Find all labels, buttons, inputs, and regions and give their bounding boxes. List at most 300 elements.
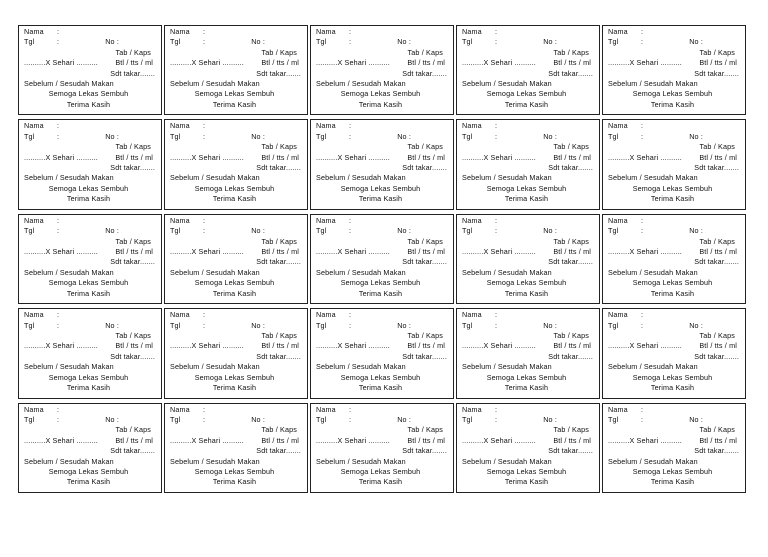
tab-kaps-row: [608, 237, 741, 247]
tgl-colon: :: [349, 414, 352, 424]
nama-row: [462, 27, 595, 37]
dose-row: [170, 436, 303, 446]
nama-label: Nama: [170, 27, 190, 36]
tgl-label: Tgl: [608, 414, 619, 424]
dose-row: [24, 247, 157, 257]
sebelum-row: [462, 173, 595, 183]
tgl-row: [608, 321, 741, 331]
sdt-takar-text: Sdt takar.......: [256, 446, 301, 456]
tab-kaps-text: Tab / Kaps: [407, 330, 443, 340]
no-label: No :: [397, 320, 411, 330]
sdt-row: [24, 163, 157, 173]
sdt-row: [316, 69, 449, 79]
tab-kaps-row: [170, 237, 303, 247]
tgl-label: Tgl: [316, 320, 327, 330]
nama-colon: :: [57, 215, 60, 225]
btl-tts-ml-text: Btl / tts / ml: [699, 435, 737, 445]
sdt-row: [170, 69, 303, 79]
sebelum-row: [608, 173, 741, 183]
sebelum-row: [462, 268, 595, 278]
tab-kaps-text: Tab / Kaps: [699, 142, 735, 152]
sebelum-row: [24, 457, 157, 467]
no-label: No :: [543, 320, 557, 330]
tgl-label: Tgl: [608, 226, 619, 236]
medicine-label: [18, 308, 162, 398]
medicine-label: [456, 403, 600, 493]
nama-colon: :: [203, 121, 206, 131]
sebelum-sesudah-text: Sebelum / Sesudah Makan: [24, 267, 114, 277]
tab-kaps-text: Tab / Kaps: [261, 425, 297, 435]
dose-row: [170, 58, 303, 68]
btl-tts-ml-text: Btl / tts / ml: [407, 152, 445, 162]
tgl-row: [608, 226, 741, 236]
tgl-label: Tgl: [462, 226, 473, 236]
no-label: No :: [251, 37, 265, 47]
tab-kaps-row: [608, 48, 741, 58]
x-sehari-text: ..........X Sehari ..........: [24, 341, 98, 351]
nama-colon: :: [641, 404, 644, 414]
x-sehari-text: ..........X Sehari ..........: [170, 246, 244, 256]
tab-kaps-text: Tab / Kaps: [261, 142, 297, 152]
sebelum-row: [24, 173, 157, 183]
nama-row: [170, 27, 303, 37]
tgl-label: Tgl: [24, 37, 35, 47]
no-label: No :: [105, 37, 119, 47]
sebelum-row: [24, 362, 157, 372]
no-label: No :: [543, 414, 557, 424]
semoga-lekas-sembuh: Semoga Lekas Sembuh: [632, 466, 713, 476]
no-label: No :: [105, 226, 119, 236]
nama-label: Nama: [462, 27, 482, 36]
btl-tts-ml-text: Btl / tts / ml: [407, 58, 445, 68]
x-sehari-text: ..........X Sehari ..........: [24, 58, 98, 68]
nama-colon: :: [495, 404, 498, 414]
btl-tts-ml-text: Btl / tts / ml: [261, 58, 299, 68]
terima-kasih: Terima Kasih: [212, 382, 257, 392]
medicine-label: [310, 403, 454, 493]
dose-row: [316, 341, 449, 351]
nama-label: Nama: [608, 310, 628, 320]
nama-colon: :: [203, 310, 206, 320]
tgl-label: Tgl: [170, 320, 181, 330]
semoga-lekas-sembuh: Semoga Lekas Sembuh: [194, 372, 275, 382]
no-label: No :: [689, 37, 703, 47]
tgl-colon: :: [349, 131, 352, 141]
btl-tts-ml-text: Btl / tts / ml: [699, 152, 737, 162]
sdt-takar-text: Sdt takar.......: [256, 351, 301, 361]
nama-row: [170, 216, 303, 226]
medicine-label: [310, 308, 454, 398]
tgl-colon: :: [349, 226, 352, 236]
terima-kasih: Terima Kasih: [650, 194, 695, 204]
terima-kasih: Terima Kasih: [66, 99, 111, 109]
x-sehari-text: ..........X Sehari ..........: [316, 435, 390, 445]
tab-kaps-row: [462, 48, 595, 58]
tgl-colon: :: [57, 414, 60, 424]
nama-row: [608, 405, 741, 415]
sebelum-sesudah-text: Sebelum / Sesudah Makan: [608, 267, 698, 277]
sdt-takar-text: Sdt takar.......: [402, 162, 447, 172]
medicine-label: [456, 25, 600, 115]
nama-colon: :: [641, 121, 644, 131]
x-sehari-text: ..........X Sehari ..........: [462, 435, 536, 445]
sdt-takar-text: Sdt takar.......: [110, 162, 155, 172]
sdt-takar-text: Sdt takar.......: [256, 68, 301, 78]
tab-kaps-text: Tab / Kaps: [261, 330, 297, 340]
tgl-label: Tgl: [24, 414, 35, 424]
semoga-lekas-sembuh: Semoga Lekas Sembuh: [486, 89, 567, 99]
sebelum-sesudah-text: Sebelum / Sesudah Makan: [24, 456, 114, 466]
sdt-row: [462, 352, 595, 362]
semoga-lekas-sembuh: Semoga Lekas Sembuh: [48, 466, 129, 476]
btl-tts-ml-text: Btl / tts / ml: [115, 435, 153, 445]
medicine-label: [602, 403, 746, 493]
nama-row: [24, 216, 157, 226]
tgl-colon: :: [495, 131, 498, 141]
nama-row: [316, 121, 449, 131]
sebelum-sesudah-text: Sebelum / Sesudah Makan: [462, 362, 552, 372]
medicine-label: [18, 25, 162, 115]
sebelum-row: [170, 362, 303, 372]
x-sehari-text: ..........X Sehari ..........: [170, 435, 244, 445]
sebelum-sesudah-text: Sebelum / Sesudah Makan: [24, 78, 114, 88]
terima-kasih: Terima Kasih: [212, 288, 257, 298]
semoga-lekas-sembuh: Semoga Lekas Sembuh: [48, 372, 129, 382]
x-sehari-text: ..........X Sehari ..........: [462, 152, 536, 162]
nama-row: [24, 121, 157, 131]
no-label: No :: [105, 131, 119, 141]
nama-label: Nama: [608, 27, 628, 36]
medicine-label: [164, 403, 308, 493]
sebelum-row: [24, 79, 157, 89]
sdt-row: [608, 257, 741, 267]
tgl-row: [24, 415, 157, 425]
tgl-row: [316, 226, 449, 236]
btl-tts-ml-text: Btl / tts / ml: [261, 341, 299, 351]
dose-row: [24, 58, 157, 68]
sdt-row: [462, 257, 595, 267]
tgl-row: [24, 321, 157, 331]
sdt-row: [316, 257, 449, 267]
semoga-lekas-sembuh: Semoga Lekas Sembuh: [48, 278, 129, 288]
no-label: No :: [689, 320, 703, 330]
tgl-label: Tgl: [170, 37, 181, 47]
nama-row: [608, 121, 741, 131]
tgl-row: [608, 132, 741, 142]
tgl-label: Tgl: [462, 414, 473, 424]
semoga-lekas-sembuh: Semoga Lekas Sembuh: [340, 183, 421, 193]
no-label: No :: [251, 414, 265, 424]
nama-row: [316, 310, 449, 320]
sdt-row: [608, 352, 741, 362]
medicine-label: [602, 25, 746, 115]
x-sehari-text: ..........X Sehari ..........: [24, 246, 98, 256]
nama-label: Nama: [462, 215, 482, 225]
dose-row: [608, 58, 741, 68]
dose-row: [462, 436, 595, 446]
nama-colon: :: [641, 310, 644, 320]
terima-kasih: Terima Kasih: [650, 477, 695, 487]
tab-kaps-text: Tab / Kaps: [699, 47, 735, 57]
nama-row: [462, 121, 595, 131]
tgl-row: [24, 132, 157, 142]
tab-kaps-row: [170, 142, 303, 152]
nama-label: Nama: [608, 404, 628, 414]
sdt-takar-text: Sdt takar.......: [110, 257, 155, 267]
dose-row: [170, 341, 303, 351]
sebelum-sesudah-text: Sebelum / Sesudah Makan: [316, 173, 406, 183]
x-sehari-text: ..........X Sehari ..........: [608, 246, 682, 256]
tab-kaps-row: [24, 425, 157, 435]
tab-kaps-row: [316, 237, 449, 247]
x-sehari-text: ..........X Sehari ..........: [170, 58, 244, 68]
sebelum-row: [170, 268, 303, 278]
tab-kaps-row: [316, 331, 449, 341]
sebelum-sesudah-text: Sebelum / Sesudah Makan: [316, 362, 406, 372]
tab-kaps-text: Tab / Kaps: [699, 425, 735, 435]
tab-kaps-text: Tab / Kaps: [261, 236, 297, 246]
sdt-takar-text: Sdt takar.......: [402, 351, 447, 361]
tab-kaps-text: Tab / Kaps: [407, 142, 443, 152]
semoga-lekas-sembuh: Semoga Lekas Sembuh: [194, 278, 275, 288]
medicine-label: [164, 25, 308, 115]
btl-tts-ml-text: Btl / tts / ml: [553, 341, 591, 351]
nama-label: Nama: [608, 121, 628, 131]
x-sehari-text: ..........X Sehari ..........: [24, 435, 98, 445]
sdt-row: [170, 257, 303, 267]
sdt-row: [170, 446, 303, 456]
semoga-lekas-sembuh: Semoga Lekas Sembuh: [48, 183, 129, 193]
tab-kaps-row: [608, 331, 741, 341]
sdt-takar-text: Sdt takar.......: [402, 257, 447, 267]
tgl-label: Tgl: [316, 37, 327, 47]
sdt-takar-text: Sdt takar.......: [402, 68, 447, 78]
sebelum-sesudah-text: Sebelum / Sesudah Makan: [170, 456, 260, 466]
sdt-takar-text: Sdt takar.......: [256, 257, 301, 267]
tgl-label: Tgl: [462, 131, 473, 141]
tgl-row: [316, 132, 449, 142]
sebelum-sesudah-text: Sebelum / Sesudah Makan: [24, 173, 114, 183]
tgl-label: Tgl: [316, 131, 327, 141]
tgl-row: [462, 321, 595, 331]
tgl-row: [608, 37, 741, 47]
sebelum-sesudah-text: Sebelum / Sesudah Makan: [462, 173, 552, 183]
nama-row: [608, 216, 741, 226]
tgl-colon: :: [203, 414, 206, 424]
tgl-row: [316, 321, 449, 331]
sdt-takar-text: Sdt takar.......: [548, 162, 593, 172]
tgl-label: Tgl: [170, 131, 181, 141]
tgl-label: Tgl: [24, 131, 35, 141]
terima-kasih: Terima Kasih: [504, 382, 549, 392]
nama-label: Nama: [24, 215, 44, 225]
tab-kaps-text: Tab / Kaps: [407, 236, 443, 246]
x-sehari-text: ..........X Sehari ..........: [316, 58, 390, 68]
tgl-colon: :: [495, 414, 498, 424]
tgl-row: [462, 226, 595, 236]
x-sehari-text: ..........X Sehari ..........: [608, 58, 682, 68]
terima-kasih: Terima Kasih: [212, 194, 257, 204]
dose-row: [316, 58, 449, 68]
tab-kaps-text: Tab / Kaps: [553, 236, 589, 246]
tgl-colon: :: [203, 226, 206, 236]
nama-label: Nama: [170, 121, 190, 131]
tgl-colon: :: [349, 320, 352, 330]
nama-row: [170, 405, 303, 415]
tab-kaps-row: [24, 237, 157, 247]
nama-label: Nama: [170, 310, 190, 320]
dose-row: [608, 341, 741, 351]
sdt-takar-text: Sdt takar.......: [110, 351, 155, 361]
nama-label: Nama: [462, 404, 482, 414]
tab-kaps-text: Tab / Kaps: [115, 330, 151, 340]
nama-row: [170, 310, 303, 320]
sebelum-row: [462, 362, 595, 372]
sebelum-row: [608, 268, 741, 278]
dose-row: [24, 436, 157, 446]
medicine-label: [310, 25, 454, 115]
semoga-lekas-sembuh: Semoga Lekas Sembuh: [340, 278, 421, 288]
nama-label: Nama: [462, 310, 482, 320]
sebelum-sesudah-text: Sebelum / Sesudah Makan: [170, 267, 260, 277]
tab-kaps-text: Tab / Kaps: [699, 236, 735, 246]
sdt-takar-text: Sdt takar.......: [110, 68, 155, 78]
nama-label: Nama: [316, 121, 336, 131]
nama-row: [462, 310, 595, 320]
medicine-label: [456, 308, 600, 398]
tab-kaps-text: Tab / Kaps: [261, 47, 297, 57]
tab-kaps-text: Tab / Kaps: [407, 47, 443, 57]
tgl-row: [316, 415, 449, 425]
sdt-takar-text: Sdt takar.......: [694, 162, 739, 172]
no-label: No :: [543, 131, 557, 141]
sebelum-row: [462, 79, 595, 89]
btl-tts-ml-text: Btl / tts / ml: [553, 435, 591, 445]
sebelum-row: [316, 457, 449, 467]
sebelum-row: [316, 362, 449, 372]
nama-label: Nama: [316, 215, 336, 225]
sdt-row: [462, 446, 595, 456]
dose-row: [170, 153, 303, 163]
no-label: No :: [397, 37, 411, 47]
tgl-row: [170, 132, 303, 142]
tgl-label: Tgl: [316, 414, 327, 424]
tab-kaps-row: [170, 331, 303, 341]
nama-colon: :: [495, 27, 498, 36]
nama-label: Nama: [24, 27, 44, 36]
sebelum-sesudah-text: Sebelum / Sesudah Makan: [462, 456, 552, 466]
tgl-row: [462, 132, 595, 142]
sebelum-sesudah-text: Sebelum / Sesudah Makan: [24, 362, 114, 372]
tab-kaps-text: Tab / Kaps: [553, 47, 589, 57]
tab-kaps-row: [24, 48, 157, 58]
btl-tts-ml-text: Btl / tts / ml: [261, 435, 299, 445]
sebelum-sesudah-text: Sebelum / Sesudah Makan: [170, 362, 260, 372]
tgl-label: Tgl: [316, 226, 327, 236]
tab-kaps-text: Tab / Kaps: [699, 330, 735, 340]
nama-colon: :: [349, 27, 352, 36]
tab-kaps-row: [462, 142, 595, 152]
sdt-row: [608, 446, 741, 456]
sdt-row: [316, 163, 449, 173]
semoga-lekas-sembuh: Semoga Lekas Sembuh: [632, 183, 713, 193]
nama-colon: :: [495, 215, 498, 225]
dose-row: [608, 153, 741, 163]
sdt-takar-text: Sdt takar.......: [694, 446, 739, 456]
terima-kasih: Terima Kasih: [358, 382, 403, 392]
dose-row: [608, 247, 741, 257]
tab-kaps-text: Tab / Kaps: [115, 142, 151, 152]
dose-row: [316, 247, 449, 257]
dose-row: [316, 436, 449, 446]
x-sehari-text: ..........X Sehari ..........: [608, 341, 682, 351]
btl-tts-ml-text: Btl / tts / ml: [115, 58, 153, 68]
sebelum-sesudah-text: Sebelum / Sesudah Makan: [608, 173, 698, 183]
tgl-colon: :: [641, 131, 644, 141]
semoga-lekas-sembuh: Semoga Lekas Sembuh: [48, 89, 129, 99]
dose-row: [462, 58, 595, 68]
nama-row: [316, 216, 449, 226]
tab-kaps-row: [170, 48, 303, 58]
tgl-row: [462, 415, 595, 425]
tgl-colon: :: [57, 131, 60, 141]
no-label: No :: [251, 226, 265, 236]
tgl-colon: :: [641, 414, 644, 424]
no-label: No :: [251, 320, 265, 330]
tab-kaps-row: [316, 425, 449, 435]
btl-tts-ml-text: Btl / tts / ml: [553, 58, 591, 68]
tgl-label: Tgl: [170, 414, 181, 424]
no-label: No :: [689, 414, 703, 424]
nama-colon: :: [57, 404, 60, 414]
nama-row: [24, 27, 157, 37]
btl-tts-ml-text: Btl / tts / ml: [115, 341, 153, 351]
btl-tts-ml-text: Btl / tts / ml: [261, 152, 299, 162]
sebelum-sesudah-text: Sebelum / Sesudah Makan: [170, 173, 260, 183]
sdt-takar-text: Sdt takar.......: [548, 446, 593, 456]
sebelum-row: [316, 268, 449, 278]
label-sheet: [18, 25, 748, 497]
tab-kaps-text: Tab / Kaps: [115, 425, 151, 435]
tgl-label: Tgl: [608, 131, 619, 141]
dose-row: [24, 341, 157, 351]
nama-colon: :: [57, 310, 60, 320]
sebelum-row: [24, 268, 157, 278]
tgl-colon: :: [203, 131, 206, 141]
nama-colon: :: [57, 27, 60, 36]
sebelum-sesudah-text: Sebelum / Sesudah Makan: [608, 78, 698, 88]
tab-kaps-row: [316, 142, 449, 152]
nama-colon: :: [57, 121, 60, 131]
terima-kasih: Terima Kasih: [504, 194, 549, 204]
sebelum-row: [608, 362, 741, 372]
nama-colon: :: [495, 310, 498, 320]
terima-kasih: Terima Kasih: [358, 288, 403, 298]
nama-row: [462, 405, 595, 415]
terima-kasih: Terima Kasih: [504, 477, 549, 487]
tgl-row: [24, 37, 157, 47]
sdt-takar-text: Sdt takar.......: [548, 68, 593, 78]
tgl-row: [170, 37, 303, 47]
tgl-row: [24, 226, 157, 236]
sdt-row: [170, 352, 303, 362]
tab-kaps-text: Tab / Kaps: [553, 425, 589, 435]
no-label: No :: [689, 226, 703, 236]
btl-tts-ml-text: Btl / tts / ml: [553, 152, 591, 162]
tab-kaps-row: [316, 48, 449, 58]
no-label: No :: [105, 320, 119, 330]
sebelum-row: [316, 173, 449, 183]
